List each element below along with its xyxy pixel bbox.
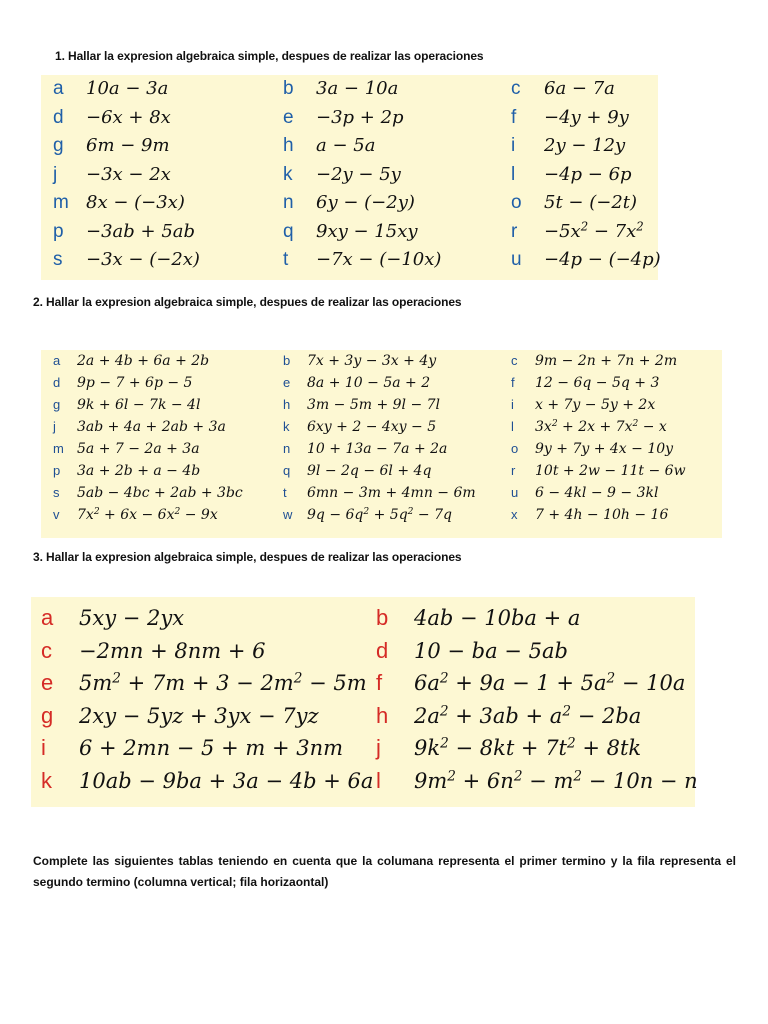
exercise-item-g	[53, 396, 200, 413]
exercise-box-1	[41, 75, 661, 280]
exercise-item-p	[53, 221, 195, 243]
exercise-item-h	[283, 396, 440, 413]
exercise-label: c	[511, 353, 518, 368]
exercise-label: x	[511, 507, 518, 522]
exercise-label: i	[511, 135, 516, 156]
exercise-expression: −6x + 8x	[86, 106, 171, 128]
exercise-item-q	[283, 221, 418, 243]
exercise-expression: $9m^2 + 6n^2 - m^2 - 10n - n$	[414, 768, 698, 793]
exercise-expression: 10 + 13a − 7a + 2a	[307, 441, 448, 457]
exercise-item-d	[53, 107, 171, 129]
exercise-expression: $-5x^2 - 7x^2$	[544, 219, 644, 242]
instruction-text: Complete las siguientes tablas teniendo en cuenta que la columana representa el primer termino y la fila representa el segundo termino (columna vertical; fila horizaontal)	[33, 854, 736, 889]
exercise-label: l	[511, 163, 516, 185]
exercise-expression: −4y + 9y	[544, 106, 629, 128]
exercise-label: j	[53, 419, 56, 434]
exercise-item-g	[41, 703, 319, 729]
exercise-label: b	[283, 353, 291, 368]
exercise-item-m	[53, 192, 185, 214]
exercise-expression: $5m^2 + 7m + 3 - 2m^2 - 5m$	[79, 670, 367, 695]
exercise-item-o	[511, 192, 637, 214]
exercise-label: s	[53, 249, 63, 270]
exercise-expression: 3a − 10a	[316, 78, 399, 99]
section-2-heading: 2. Hallar la expresion algebraica simple, despues de realizar las operaciones	[33, 295, 462, 309]
exercise-expression: x + 7y − 5y + 2x	[535, 397, 656, 413]
exercise-label: o	[511, 441, 519, 456]
exercise-label: n	[283, 441, 291, 456]
exercise-item-t	[283, 484, 476, 501]
exercise-item-c	[511, 78, 615, 100]
exercise-expression: 6 − 4kl − 9 − 3kl	[535, 485, 659, 501]
exercise-expression: 10a − 3a	[86, 78, 169, 99]
exercise-item-f	[511, 374, 659, 391]
exercise-label: e	[283, 106, 294, 128]
exercise-expression: −3x − (−2x)	[86, 249, 200, 270]
exercise-label: f	[376, 670, 383, 695]
exercise-label: f	[511, 375, 515, 390]
exercise-label: p	[53, 463, 61, 478]
exercise-item-r	[511, 221, 644, 243]
exercise-label: l	[511, 419, 514, 434]
exercise-item-l	[511, 418, 667, 435]
exercise-expression: 2a + 4b + 6a + 2b	[77, 353, 210, 369]
exercise-label: t	[283, 485, 287, 500]
exercise-label: q	[283, 463, 291, 478]
exercise-expression: 9k + 6l − 7k − 4l	[77, 397, 201, 413]
exercise-item-j	[53, 164, 171, 186]
exercise-expression: 5a + 7 − 2a + 3a	[77, 441, 200, 457]
exercise-expression: 3m − 5m + 9l − 7l	[307, 397, 441, 413]
exercise-expression: $9q - 6q^2 + 5q^2 - 7q$	[307, 507, 452, 523]
exercise-expression: 5xy − 2yx	[79, 606, 185, 630]
exercise-item-t	[283, 249, 441, 271]
exercise-expression: −2mn + 8nm + 6	[79, 638, 266, 663]
exercise-expression: −3ab + 5ab	[86, 220, 196, 242]
exercise-expression: 6m − 9m	[86, 135, 170, 156]
exercise-label: j	[53, 163, 58, 185]
exercise-label: c	[511, 78, 521, 99]
exercise-label: k	[41, 767, 52, 793]
exercise-label: k	[283, 163, 293, 185]
exercise-expression: 7 + 4h − 10h − 16	[535, 507, 669, 523]
exercise-label: f	[511, 106, 517, 128]
exercise-label: w	[283, 507, 293, 522]
exercise-label: a	[53, 78, 64, 99]
exercise-label: d	[376, 637, 389, 663]
exercise-expression: −4p − 6p	[544, 163, 632, 185]
exercise-expression: 9xy − 15xy	[316, 220, 418, 242]
exercise-expression: 10 − ba − 5ab	[414, 638, 568, 663]
exercise-expression: −3x − 2x	[86, 163, 171, 185]
exercise-item-s	[53, 249, 200, 271]
exercise-label: b	[283, 78, 294, 99]
exercise-expression: 6xy + 2 − 4xy − 5	[307, 419, 437, 435]
exercise-item-f	[511, 107, 629, 129]
exercise-item-x	[511, 506, 668, 523]
exercise-label: p	[53, 220, 64, 242]
exercise-item-b	[283, 352, 436, 369]
exercise-expression: 10t + 2w − 11t − 6w	[535, 463, 686, 479]
exercise-label: g	[53, 135, 64, 156]
exercise-item-k	[41, 768, 373, 794]
exercise-item-e	[283, 374, 430, 391]
exercise-item-k	[283, 418, 436, 435]
exercise-label: u	[511, 485, 519, 500]
exercise-item-u	[511, 484, 658, 501]
exercise-label: d	[53, 106, 64, 128]
exercise-label: n	[283, 192, 294, 213]
exercise-expression: 9p − 7 + 6p − 5	[77, 375, 193, 391]
exercise-item-a	[41, 605, 184, 631]
exercise-label: t	[283, 249, 289, 270]
exercise-expression: $7x^2 + 6x - 6x^2 - 9x$	[77, 507, 218, 523]
exercise-expression: 12 − 6q − 5q + 3	[535, 375, 660, 391]
exercise-item-p	[53, 462, 200, 479]
exercise-label: g	[53, 397, 61, 412]
exercise-label: e	[41, 670, 54, 695]
exercise-item-i	[41, 735, 343, 761]
exercise-item-n	[283, 440, 447, 457]
exercise-expression: 6a − 7a	[544, 78, 615, 99]
exercise-expression: $6a^2 + 9a - 1 + 5a^2 - 10a$	[414, 670, 686, 695]
exercise-expression: −2y − 5y	[316, 163, 401, 185]
exercise-expression: 4ab − 10ba + a	[414, 606, 581, 630]
exercise-item-q	[283, 462, 431, 479]
exercise-label: b	[376, 605, 389, 630]
exercise-expression: a − 5a	[316, 135, 376, 156]
exercise-item-i	[511, 135, 625, 157]
exercise-expression: 5t − (−2t)	[544, 192, 638, 213]
exercise-item-e	[41, 670, 367, 696]
exercise-label: r	[511, 220, 518, 242]
exercise-item-c	[511, 352, 677, 369]
exercise-label: q	[283, 220, 294, 242]
exercise-label: m	[53, 192, 69, 213]
exercise-label: m	[53, 441, 64, 456]
exercise-item-j	[53, 418, 226, 435]
exercise-expression: 10ab − 9ba + 3a − 4b + 6a	[79, 768, 374, 793]
exercise-label: h	[376, 702, 389, 728]
exercise-item-n	[283, 192, 415, 214]
exercise-label: j	[376, 735, 381, 760]
exercise-item-r	[511, 462, 686, 479]
exercise-expression: 8x − (−3x)	[86, 192, 185, 213]
exercise-item-k	[283, 164, 401, 186]
exercise-expression: $2a^2 + 3ab + a^2 - 2ba$	[414, 703, 642, 728]
exercise-item-w	[283, 506, 452, 523]
exercise-item-e	[283, 107, 404, 129]
exercise-item-l	[376, 768, 698, 794]
section-1-heading: 1. Hallar la expresion algebraica simple, despues de realizar las operaciones	[55, 49, 484, 63]
exercise-expression: −7x − (−10x)	[316, 249, 442, 270]
exercise-label: s	[53, 485, 60, 500]
exercise-label: g	[41, 702, 54, 728]
exercise-expression: 6mn − 3m + 4mn − 6m	[307, 485, 476, 501]
exercise-expression: 6y − (−2y)	[316, 192, 415, 213]
exercise-item-a	[53, 352, 209, 369]
exercise-expression: 9y + 7y + 4x − 10y	[535, 441, 674, 457]
exercise-item-d	[376, 638, 568, 664]
exercise-expression: 7x + 3y − 3x + 4y	[307, 353, 437, 369]
exercise-label: v	[53, 507, 60, 522]
exercise-label: d	[53, 375, 61, 390]
exercise-label: i	[41, 735, 46, 760]
section-3-heading: 3. Hallar la expresion algebraica simple, despues de realizar las operaciones	[33, 550, 462, 564]
exercise-item-i	[511, 396, 655, 413]
exercise-item-m	[53, 440, 200, 457]
exercise-item-g	[53, 135, 170, 157]
exercise-expression: $9k^2 - 8kt + 7t^2 + 8tk$	[414, 735, 642, 760]
exercise-expression: −4p − (−4p)	[544, 249, 661, 270]
exercise-label: l	[376, 767, 381, 793]
exercise-item-h	[376, 703, 641, 729]
exercise-label: r	[511, 463, 516, 478]
exercise-label: o	[511, 192, 522, 213]
exercise-label: a	[41, 605, 54, 630]
exercise-item-d	[53, 374, 192, 391]
exercise-item-v	[53, 506, 218, 523]
exercise-label: c	[41, 637, 52, 663]
exercise-expression: 9l − 2q − 6l + 4q	[307, 463, 432, 479]
exercise-label: k	[283, 419, 290, 434]
exercise-item-u	[511, 249, 661, 271]
exercise-box-3	[31, 597, 698, 807]
exercise-expression: 2xy − 5yz + 3yx − 7yz	[79, 703, 319, 728]
exercise-item-c	[41, 638, 265, 664]
exercise-item-h	[283, 135, 375, 157]
exercise-item-j	[376, 735, 641, 761]
exercise-box-2	[41, 350, 722, 538]
exercise-item-b	[283, 78, 398, 100]
exercise-expression: 6 + 2mn − 5 + m + 3nm	[79, 736, 344, 760]
exercise-expression: 3ab + 4a + 2ab + 3a	[77, 419, 226, 435]
exercise-label: u	[511, 249, 522, 270]
exercise-expression: 5ab − 4bc + 2ab + 3bc	[77, 485, 243, 501]
exercise-item-b	[376, 605, 580, 631]
exercise-item-f	[376, 670, 685, 696]
exercise-item-s	[53, 484, 243, 501]
exercise-label: h	[283, 397, 291, 412]
exercise-label: e	[283, 375, 291, 390]
exercise-item-l	[511, 164, 632, 186]
exercise-item-o	[511, 440, 673, 457]
exercise-label: a	[53, 353, 61, 368]
exercise-label: i	[511, 397, 514, 412]
exercise-expression: $3x^2 + 2x + 7x^2 - x$	[535, 419, 667, 435]
exercise-expression: 8a + 10 − 5a + 2	[307, 375, 431, 391]
exercise-item-a	[53, 78, 168, 100]
exercise-expression: −3p + 2p	[316, 106, 404, 128]
exercise-expression: 3a + 2b + a − 4b	[77, 463, 201, 479]
exercise-expression: 9m − 2n + 7n + 2m	[535, 353, 678, 369]
exercise-expression: 2y − 12y	[544, 135, 626, 156]
exercise-label: h	[283, 135, 294, 156]
